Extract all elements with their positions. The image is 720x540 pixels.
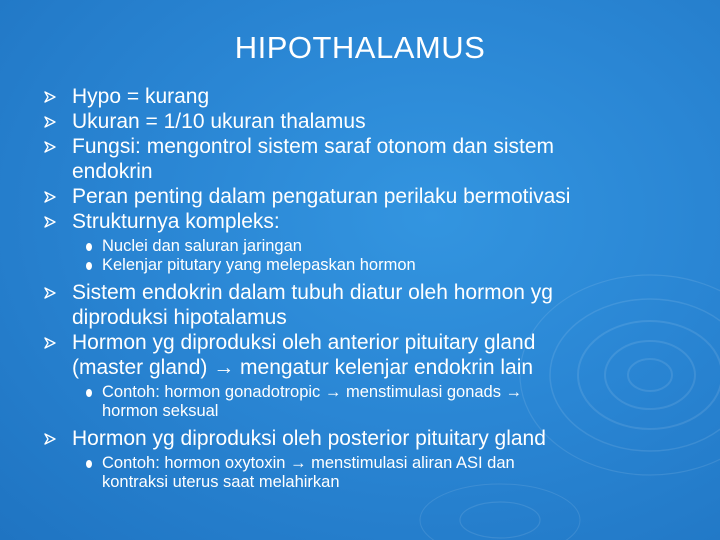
bullet-text-line: Contoh: hormon gonadotropic → menstimulasi gonads →: [102, 383, 523, 401]
bullet-item: [44, 330, 684, 380]
bullet-text-line: diproduksi hipotalamus: [72, 306, 287, 329]
bullet-text-line: (master gland) → mengatur kelenjar endokrin lain: [72, 356, 534, 379]
bullet-text-line: Nuclei dan saluran jaringan: [102, 237, 302, 255]
bullet-text-line: Kelenjar pitutary yang melepaskan hormon: [102, 256, 416, 274]
sub-bullet-item: [44, 237, 684, 256]
arrowhead-bullet-icon: [44, 191, 56, 203]
bullet-text-line: Contoh: hormon oxytoxin → menstimulasi aliran ASI dan: [102, 454, 515, 472]
sub-bullet-item: [44, 454, 684, 492]
bullet-item: [44, 184, 684, 209]
bullet-item: [44, 280, 684, 330]
arrowhead-bullet-icon: [44, 216, 56, 228]
bullet-item: [44, 109, 684, 134]
arrowhead-bullet-icon: [44, 337, 56, 349]
bullet-item: [44, 134, 684, 184]
bullet-text-line: Peran penting dalam pengaturan perilaku bermotivasi: [72, 185, 571, 208]
bullet-text-line: Fungsi: mengontrol sistem saraf otonom dan sistem: [72, 135, 555, 158]
dot-bullet-icon: [86, 262, 92, 270]
bullet-text-line: hormon seksual: [102, 402, 219, 420]
arrowhead-bullet-icon: [44, 433, 56, 445]
arrowhead-bullet-icon: [44, 287, 56, 299]
dot-bullet-icon: [86, 389, 92, 397]
sub-bullet-item: [44, 256, 684, 275]
sub-bullet-item: [44, 383, 684, 421]
bullet-list: [44, 84, 684, 492]
bullet-text-line: Ukuran = 1/10 ukuran thalamus: [72, 110, 366, 133]
bullet-text-line: kontraksi uterus saat melahirkan: [102, 473, 340, 491]
dot-bullet-icon: [86, 243, 92, 251]
bullet-text-line: endokrin: [72, 160, 153, 183]
arrowhead-bullet-icon: [44, 141, 56, 153]
bullet-text-line: Hormon yg diproduksi oleh anterior pituitary gland: [72, 331, 536, 354]
bullet-text-line: Hormon yg diproduksi oleh posterior pituitary gland: [72, 427, 546, 450]
bullet-text-line: Strukturnya kompleks:: [72, 210, 280, 233]
arrowhead-bullet-icon: [44, 91, 56, 103]
bullet-text-line: Hypo = kurang: [72, 85, 210, 108]
bullet-item: [44, 209, 684, 234]
arrowhead-bullet-icon: [44, 116, 56, 128]
dot-bullet-icon: [86, 460, 92, 468]
bullet-item: [44, 84, 684, 109]
slide-title: HIPOTHALAMUS: [234, 30, 486, 65]
bullet-text-line: Sistem endokrin dalam tubuh diatur oleh hormon yg: [72, 281, 553, 304]
bullet-item: [44, 426, 684, 451]
